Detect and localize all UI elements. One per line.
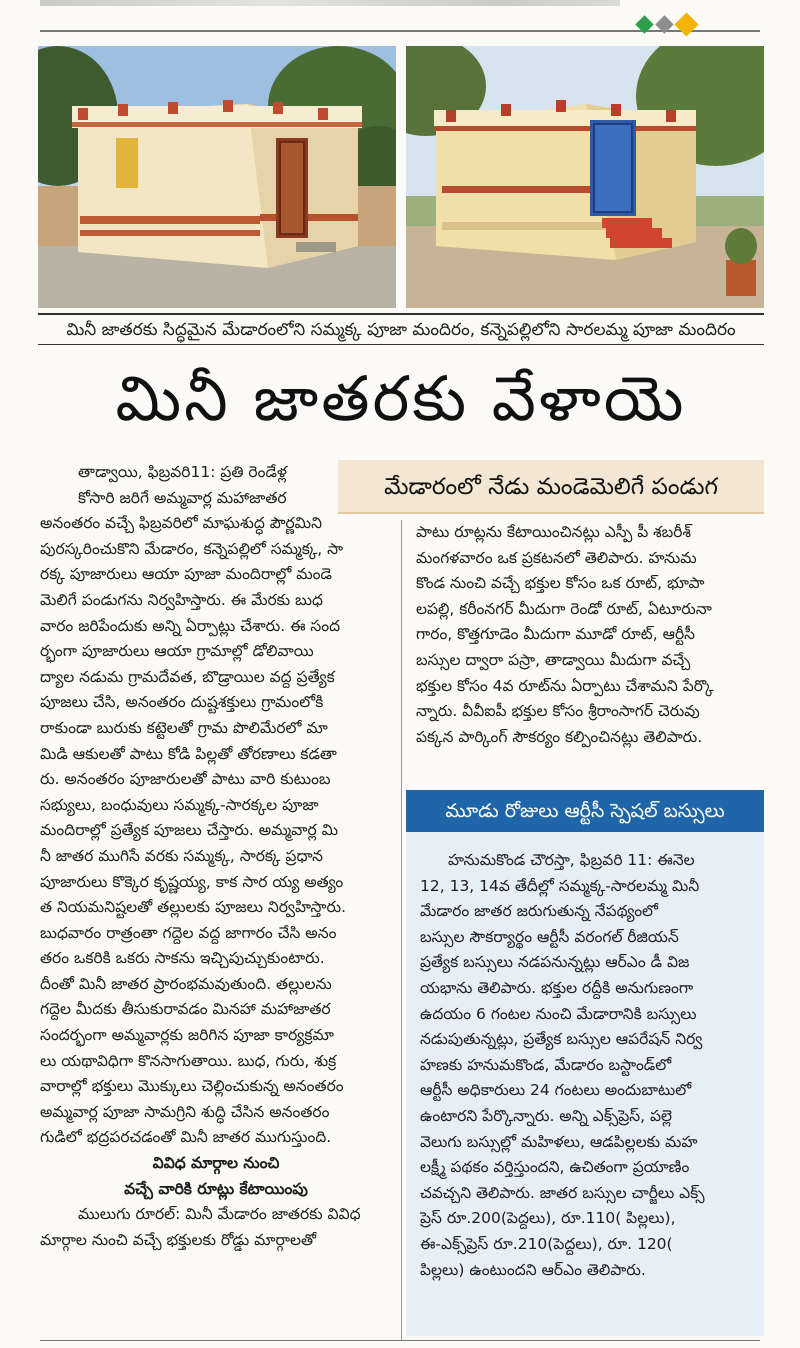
article-line: గుడిలో భద్రపరచడంతో మినీ జాతర ముగుస్తుంది. [40, 1128, 332, 1147]
article-line: నీ జాతర ముగిసే వరకు సమ్మక్క, సారక్క ప్రధాన [40, 846, 323, 865]
kicker-headline: మేడారంలో నేడు మండెమెలిగే పండుగ [338, 460, 764, 514]
article-line: నడుపుతున్నట్లు, ప్రత్యేక బస్సుల ఆపరేషన్ నిర్వ [420, 1030, 703, 1049]
article-line: అమ్మవార్ల పూజా సామగ్రిని శుద్ధి చేసిన అనంతరం [40, 1102, 330, 1121]
article-line: బుధవారం రాత్రంతా గద్దెల వద్ద జాగారం చేసి అనం [40, 923, 337, 942]
article-line: బస్సుల ద్వారా పస్రా, తాడ్వాయి మీదుగా వచ్చే [416, 650, 691, 669]
article-line: చవచ్చని తెలిపారు. జాతర బస్సుల చార్జీలు ఎక్స్ [420, 1183, 705, 1202]
article-line: హనుమకొండ చౌరస్తా, ఫిబ్రవరి 11: ఈనెల [448, 851, 695, 869]
article-line: పూజారులు కొక్కెర కృష్ణయ్య, కాక సార య్య అత్యం [40, 872, 344, 891]
article-line: ద్యాల నడుమ గ్రామదేవత, బొడ్రాయిల వద్ద ప్రత్యేక [40, 667, 335, 686]
rtc-box-article [420, 848, 756, 1283]
photo-caption: మినీ జాతరకు సిద్ధమైన మేడారంలోని సమ్మక్క పూజా మందిరం, కన్నెపల్లిలోని సారలమ్మ పూజా మందిరం [38, 313, 764, 345]
article-line: న్నారు. వీవీఐపీ భక్తుల కోసం శ్రీరాంసాగర్ చెరువు [416, 702, 700, 721]
headline: మినీ జాతరకు వేళాయె [115, 362, 687, 435]
article-line: ఉదయం 6 గంటల నుంచి మేడారానికి బస్సులు [420, 1004, 697, 1023]
article-line: బస్సుల సౌకర్యార్థం ఆర్టీసీ వరంగల్ రీజియన్ [420, 927, 679, 946]
article-line: వారం జరిపేందుకు అన్ని ఏర్పాట్లు చేశారు. ఈ సంద [40, 616, 341, 635]
article-line: అనంతరం వచ్చే ఫిబ్రవరిలో మాఘశుద్ధ పౌర్ణమిని [40, 514, 322, 533]
bottom-rule [40, 1340, 760, 1341]
article-line: మంగళవారం ఒక ప్రకటనలో తెలిపారు. హనుమ [416, 548, 697, 567]
article-line: ఈ-ఎక్స్‌ప్రెస్ రూ.210(పెద్దలు), రూ. 120( [420, 1234, 673, 1253]
article-line: పక్కన పార్కింగ్ సౌకర్యం కల్పించినట్లు తెలిపారు. [416, 727, 703, 746]
article-line: భక్తుల కోసం 4వ రూట్‌ను ఏర్పాటు చేశామని పేర్కొ [416, 676, 714, 695]
article-line: మందిరాల్లో ప్రత్యేక పూజలు చేస్తారు. అమ్మవార్ల మి [40, 821, 338, 840]
column-divider [401, 520, 402, 1340]
article-line: లపల్లి, కరీంనగర్ మీదుగా రెండో రూట్, ఏటూరునా [416, 599, 712, 618]
article-line: పిల్లలు) ఉంటుందని ఆర్ఎం తెలిపారు. [420, 1260, 646, 1279]
grey-diamond-icon [655, 15, 673, 33]
article-line: రక్క పూజారులు ఆయా పూజా మందిరాల్లో మండె [40, 565, 332, 584]
article-line: ఉంటారని పేర్కొన్నారు. అన్ని ఎక్స్‌ప్రెస్, పల్లె [420, 1106, 672, 1125]
article-line: ప్రెస్ రూ.200(పెద్దలు), రూ.110( పిల్లలు), [420, 1209, 676, 1228]
article-line: రాకుండా బురుకు కట్టెలతో గ్రామ పొలిమేరలో మా [40, 718, 328, 737]
article-line: ములుగు రూరల్: మినీ మేడారం జాతరకు వివిధ [78, 1205, 361, 1224]
article-line: 12, 13, 14వ తేదీల్లో సమ్మక్క-సారలమ్మ మినీ [420, 876, 700, 895]
article-line: మేడారం జాతర జరుగుతున్న నేపథ్యంలో [420, 902, 658, 921]
green-diamond-icon [635, 15, 653, 33]
article-line: గారం, కొత్తగూడెం మీదుగా మూడో రూట్, ఆర్టీసీ [416, 625, 696, 644]
article-line: మిడి ఆకులతో పాటు కోడి పిల్లతో తోరణాలు కడతా [40, 744, 337, 763]
top-strip-decoration [40, 0, 620, 6]
article-line: మెలిగే పండుగను నిర్వహిస్తారు. ఈ మేరకు బుధ [40, 590, 323, 609]
article-line: లక్ష్మీ పథకం వర్తిస్తుందని, ఉచితంగా ప్రయాణిం [420, 1158, 690, 1177]
article-line: పాటు రూట్లను కేటాయించినట్లు ఎస్పీ పీ శబరీశ్ [416, 523, 692, 541]
article-line: సభ్యులు, బంధువులు సమ్మక్క-సారక్కల పూజా [40, 795, 319, 814]
rtc-box-heading: మూడు రోజులు ఆర్టీసీ స్పెషల్ బస్సులు [406, 790, 764, 832]
article-line: వెలుగు బస్సుల్లో మహిళలు, ఆడపిల్లలకు మహ [420, 1132, 698, 1151]
diamond-ornament-icon [636, 12, 706, 38]
article-line: ప్రత్యేక బస్సులు నడపనున్నట్లు ఆర్ఎం డీ విజ [420, 953, 690, 972]
article-line: రు. అనంతరం పూజారులతో పాటు వారి కుటుంబ [40, 770, 331, 789]
subheading-line-1: వివిధ మార్గాల నుంచి [152, 1154, 280, 1173]
subheading-line-2: వచ్చే వారికి రూట్లు కేటాయింపు [124, 1179, 308, 1198]
article-line: వారాల్లో భక్తులు మొక్కులు చెల్లించుకున్న అనంతరం [40, 1077, 344, 1096]
article-line: మార్గాల నుంచి వచ్చే భక్తులకు రోడ్డు మార్గాలతో [40, 1230, 317, 1249]
saralamma-temple-photo [406, 46, 764, 308]
article-line: తరం ఒకరికి ఒకరు సాకను ఇచ్చిపుచ్చుకుంటారు. [40, 949, 325, 968]
right-column-article [416, 520, 768, 750]
article-line: కొండ నుంచి వచ్చే భక్తుల కోసం ఒక రూట్, భూపా [416, 574, 705, 593]
article-line: పురస్కరించుకొని మేడారం, కన్నెపల్లిలో సమ్మక్క, సా [40, 539, 344, 558]
article-line: లు యథావిధిగా కొనసాగుతాయి. బుధ, గురు, శుక్ర [40, 1051, 337, 1070]
article-line: యభాను తెలిపారు. భక్తుల రద్దీకి అనుగుణంగా [420, 978, 694, 997]
article-line: హణకు హనుమకొండ, మేడారం బస్టాండ్‌లో [420, 1055, 672, 1074]
article-line: గద్దెల మీదకు తీసుకురావడం మినహా మహాజాతర [40, 1000, 331, 1019]
yellow-diamond-icon [674, 12, 698, 36]
article-line: సందర్భంగా అమ్మవార్లకు జరిగిన పూజా కార్యక్రమా [40, 1026, 334, 1045]
article-line: పూజలు చేసి, అనంతరం దుష్టశక్తులు గ్రామంలోకి [40, 693, 324, 712]
article-line: దీంతో మినీ జాతర ప్రారంభమవుతుంది. తల్లులను [40, 974, 332, 993]
article-line: ర్భంగా పూజారులు ఆయా గ్రామాల్లో డోలివాయి [40, 642, 314, 661]
article-line: కోసారి జరిగే అమ్మవార్ల మహాజాతర [78, 488, 287, 507]
article-line: తాడ్వాయి, ఫిబ్రవరి11: ప్రతి రెండేళ్ల [78, 463, 287, 481]
left-column-article [40, 460, 392, 1253]
sammakka-temple-photo [38, 46, 396, 308]
article-line: ఆర్టీసీ అధికారులు 24 గంటలు అందుబాటులో [420, 1081, 692, 1100]
article-line: త నియమనిష్టలతో తల్లులకు పూజలు నిర్వహిస్తారు. [40, 898, 347, 917]
